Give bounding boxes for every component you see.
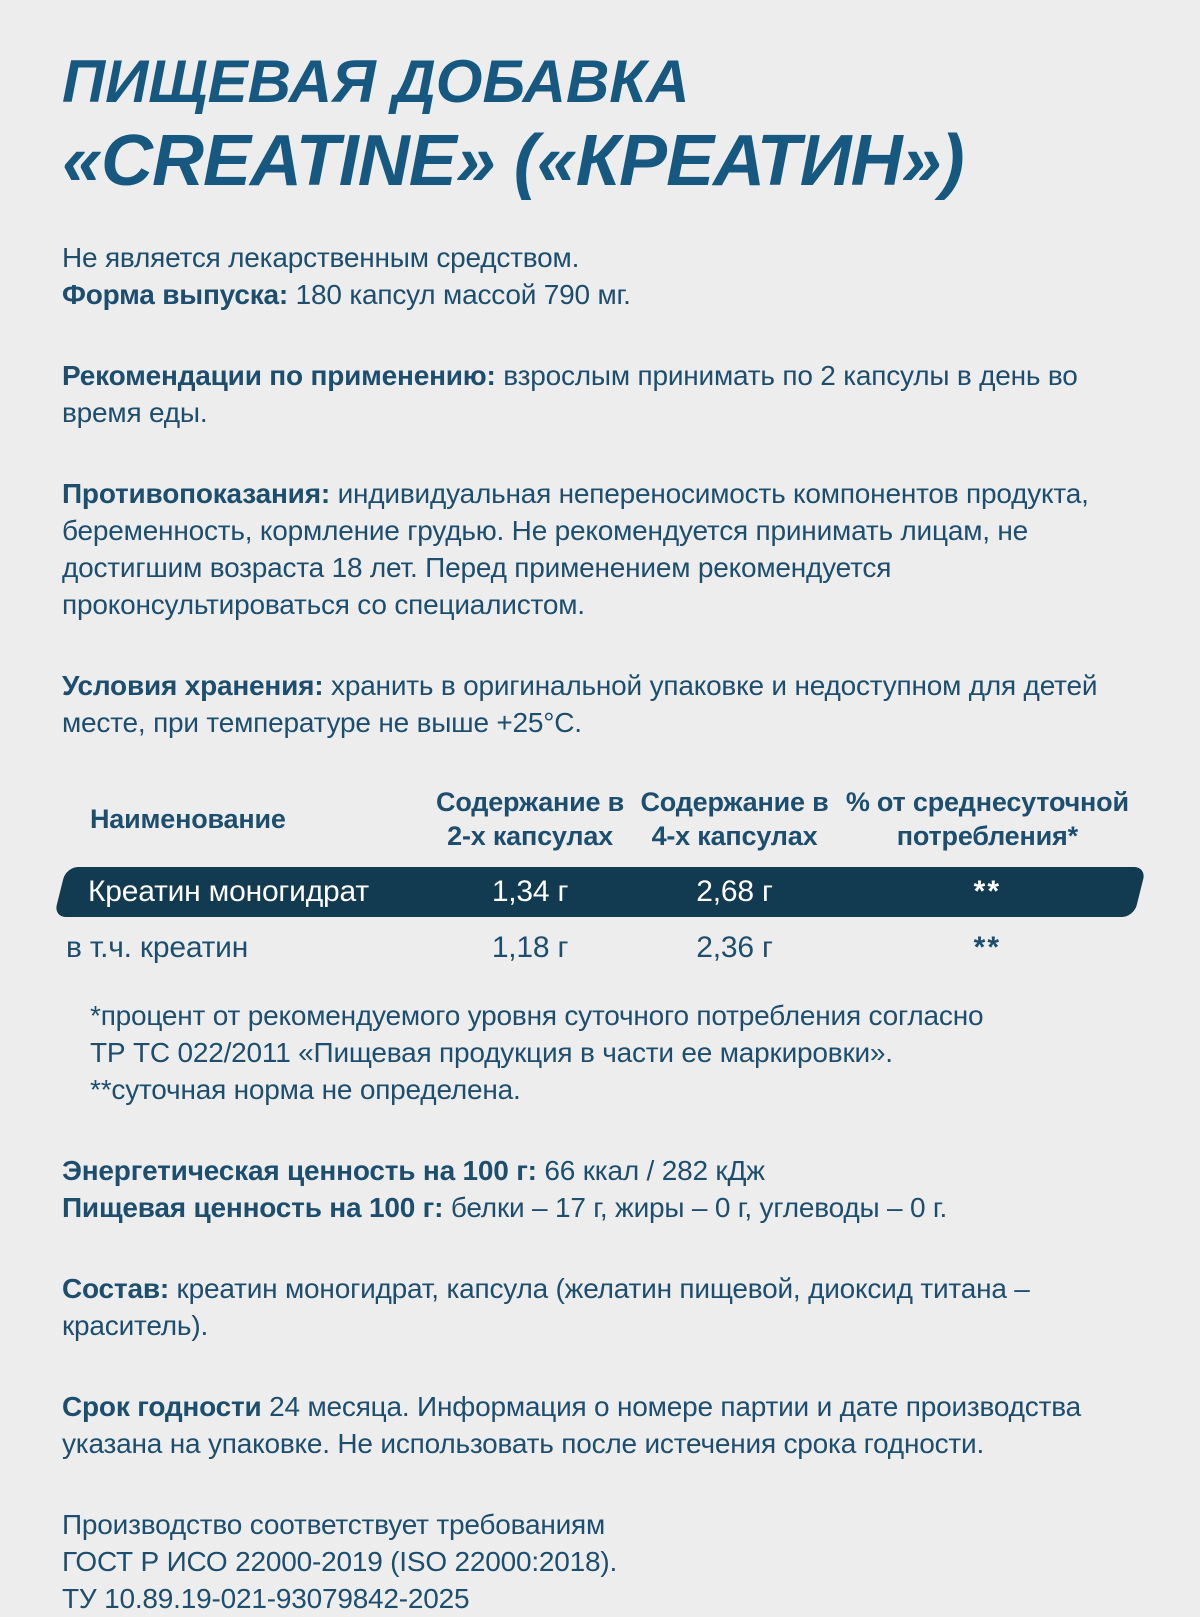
recommendations-text: взрослым принимать по 2 капсулы в день во время еды. <box>62 359 1078 428</box>
header-per2-column: Содержание в 2-х капсулах <box>436 786 625 851</box>
release-form-value: 180 капсул массой 790 мг. <box>295 278 631 310</box>
table-row <box>62 867 1138 917</box>
composition-paragraph <box>62 1270 1138 1344</box>
row-name: в т.ч. креатин <box>66 930 249 964</box>
row-percent-value: ** <box>973 930 1002 964</box>
composition-label: Состав: <box>62 1272 169 1304</box>
header-percent-column: % от среднесуточной потребления* <box>845 786 1129 851</box>
not-medicine-text: Не является лекарственным средством. <box>62 241 580 273</box>
contraindications-text: индивидуальная непереносимость компонентов продукта, беременность, кормление грудью. Не рекомендуется принимать лицам, не достигшим возраста 18 лет. Перед применением рекомендуется проконсультироваться со специалистом. <box>62 477 1089 620</box>
nutrition-table <box>62 785 1138 973</box>
energy-value-text: 66 ккал / 282 кДж <box>544 1154 765 1186</box>
release-form-label: Форма выпуска: <box>62 278 289 310</box>
production-compliance-line: Производство соответствует требованиям <box>62 1508 606 1540</box>
shelf-life-label: Срок годности <box>62 1390 262 1422</box>
food-value-text: белки – 17 г, жиры – 0 г, углеводы – 0 г. <box>450 1191 948 1223</box>
header-name-column: Наименование <box>90 803 286 834</box>
shelf-life-paragraph <box>62 1388 1138 1462</box>
page-title <box>62 48 1138 209</box>
production-paragraph <box>62 1506 1138 1617</box>
row-per2-value: 1,34 г <box>491 874 569 908</box>
energy-value-label: Энергетическая ценность на 100 г: <box>62 1154 537 1186</box>
row-per4-value: 2,68 г <box>696 874 773 908</box>
recommendations-paragraph <box>62 357 1138 431</box>
row-per2-value: 1,18 г <box>491 930 569 964</box>
footnote-daily-intake-line1: *процент от рекомендуемого уровня суточного потребления согласно <box>90 999 984 1031</box>
contraindications-label: Противопоказания: <box>62 477 330 509</box>
footnote-daily-intake-line2: ТР ТС 022/2011 «Пищевая продукция в части ее маркировки». <box>90 1036 893 1068</box>
nutrition-table-header <box>62 785 1138 853</box>
row-name: Креатин моногидрат <box>88 874 369 908</box>
row-percent-value: ** <box>973 874 1002 908</box>
food-value-label: Пищевая ценность на 100 г: <box>62 1191 444 1223</box>
page-title-line1: ПИЩЕВАЯ ДОБАВКА <box>62 48 690 115</box>
energy-value-line <box>62 1152 1138 1189</box>
header-per4-column: Содержание в 4-х капсулах <box>640 786 829 851</box>
table-row <box>62 923 1138 973</box>
shelf-life-text: 24 месяца. Информация о номере партии и дате производства указана на упаковке. Не использовать после истечения срока годности. <box>62 1390 1081 1459</box>
footnote-no-norm: **суточная норма не определена. <box>90 1073 521 1105</box>
food-value-line <box>62 1189 1138 1226</box>
production-gost-line: ГОСТ Р ИСО 22000-2019 (ISO 22000:2018). <box>62 1545 618 1577</box>
storage-label: Условия хранения: <box>62 669 324 701</box>
intro-paragraph <box>62 239 1138 313</box>
nutrition-values-paragraph <box>62 1152 1138 1226</box>
composition-text: креатин моногидрат, капсула (желатин пищевой, диоксид титана –краситель). <box>62 1272 1030 1341</box>
production-tu-line: ТУ 10.89.19-021-93079842-2025 <box>62 1582 470 1614</box>
row-per4-value: 2,36 г <box>696 930 773 964</box>
release-form-line <box>62 276 1138 313</box>
contraindications-paragraph <box>62 475 1138 623</box>
storage-paragraph <box>62 667 1138 741</box>
table-footnotes <box>90 997 1138 1108</box>
storage-text: хранить в оригинальной упаковке и недоступном для детей месте, при температуре не выше +25°С. <box>62 669 1098 738</box>
page-title-line2: «CREATINE» («КРЕАТИН») <box>62 121 964 202</box>
recommendations-label: Рекомендации по применению: <box>62 359 496 391</box>
